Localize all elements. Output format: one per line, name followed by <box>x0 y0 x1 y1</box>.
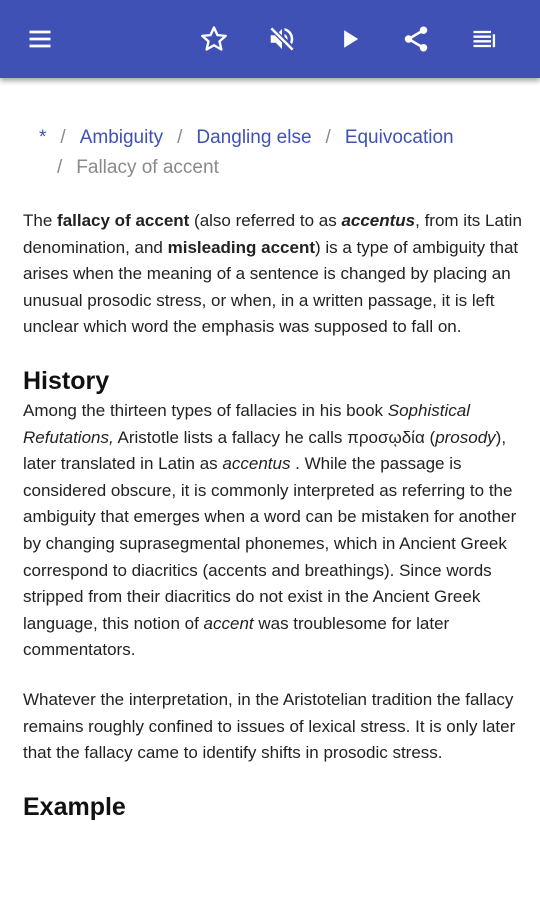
play-icon <box>336 25 364 53</box>
term-misleading-accent: misleading accent <box>167 237 315 257</box>
article-content <box>0 78 540 900</box>
breadcrumb-item-root[interactable]: * <box>39 127 47 148</box>
intro-text: ) is a type of ambiguity that arises when the meaning of a sentence is changed by placing an unusual prosodic stress, or when, in a written passage, it is left unclear which word the emphasis was supposed to fall on. <box>23 237 519 337</box>
volume-off-icon <box>267 24 297 54</box>
history-text: Among the thirteen types of fallacies in his book <box>23 400 388 420</box>
intro-text: The <box>23 211 58 230</box>
intro-paragraph <box>23 208 523 341</box>
term-fallacy-of-accent: fallacy of accent <box>57 211 190 230</box>
play-button[interactable] <box>330 19 370 59</box>
hamburger-menu-icon <box>26 25 54 53</box>
breadcrumb-row-1 <box>39 127 454 149</box>
share-icon <box>401 24 431 54</box>
term-accentus: accentus <box>341 211 416 230</box>
mute-button[interactable] <box>262 19 302 59</box>
history-text: ), later translated in Latin as <box>23 427 507 474</box>
app-toolbar <box>0 0 540 78</box>
term-prosody: prosody <box>435 427 496 447</box>
breadcrumb-separator: / <box>60 127 66 148</box>
breadcrumb-separator: / <box>57 157 63 178</box>
history-text: . While the passage is considered obscure, it is commonly interpreted as referring to the ambiguity that emerges when a word can be mistaken for another by changing suprasegmental phonemes, which in Ancient Greek correspond to diacritics (accents and breathings). Since words stripped from their diacritics do not exist in the Ancient Greek language, this notion of <box>23 454 517 633</box>
breadcrumb-item-ambiguity[interactable]: Ambiguity <box>79 127 164 148</box>
breadcrumb-row-2 <box>43 157 219 179</box>
playlist-button[interactable] <box>464 19 504 59</box>
history-paragraph-2: Whatever the interpretation, in the Aristotelian tradition the fallacy remains roughly confined to issues of lexical stress. It is only later that the fallacy came to identify shifts in prosodic stress. <box>23 689 516 763</box>
intro-text: (also referred to as <box>189 211 342 230</box>
history-text: Aristotle lists a fallacy he calls προσῳδία ( <box>113 427 436 447</box>
breadcrumb-item-dangling-else[interactable]: Dangling else <box>196 127 312 148</box>
star-outline-icon <box>199 24 229 54</box>
section-heading-example: Example <box>23 792 126 821</box>
history-text: was troublesome for later commentators. <box>23 613 450 660</box>
share-button[interactable] <box>396 19 436 59</box>
playlist-icon <box>470 25 498 53</box>
term-accent: accent <box>203 613 254 633</box>
breadcrumb-current: Fallacy of accent <box>76 157 219 178</box>
favorite-button[interactable] <box>194 19 234 59</box>
article-body <box>23 208 523 824</box>
term-accentus: accentus <box>222 454 291 474</box>
book-title: Sophistical Refutations, <box>23 400 470 447</box>
breadcrumb-item-equivocation[interactable]: Equivocation <box>344 127 454 148</box>
history-paragraph-1 <box>23 398 523 664</box>
intro-text: , from its Latin denomination, and <box>23 211 522 257</box>
breadcrumb-separator: / <box>177 127 183 148</box>
breadcrumb-separator: / <box>325 127 331 148</box>
menu-button[interactable] <box>20 19 60 59</box>
section-heading-history: History <box>23 366 110 395</box>
